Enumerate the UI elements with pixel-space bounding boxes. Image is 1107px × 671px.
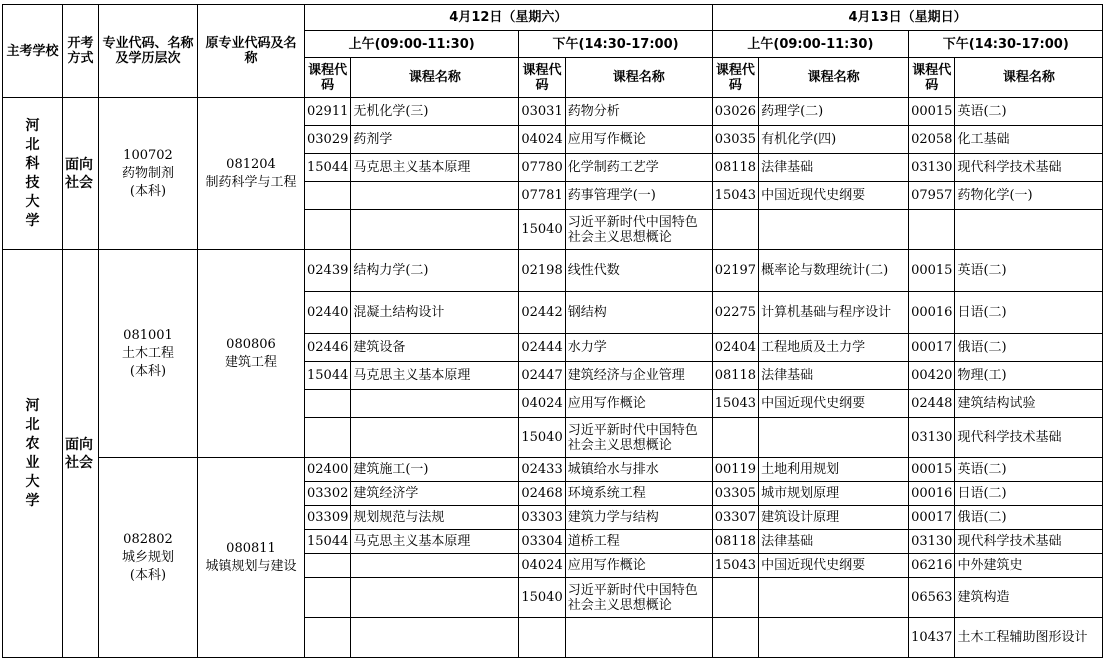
course-name: 习近平新时代中国特色社会主义思想概论	[565, 418, 712, 458]
course-code: 07957	[909, 182, 955, 210]
header-course-name: 课程名称	[351, 58, 519, 98]
major-code: 081001	[123, 327, 173, 343]
major-name: 药物制剂	[121, 165, 174, 181]
course-name	[351, 210, 519, 250]
course-code: 08118	[712, 362, 758, 390]
course-name: 工程地质及土力学	[759, 334, 909, 362]
course-name: 应用写作概论	[565, 554, 712, 578]
course-code	[712, 618, 758, 658]
course-name: 现代科学技术基础	[955, 530, 1103, 554]
course-code: 02433	[519, 458, 565, 482]
course-name: 城市规划原理	[759, 482, 909, 506]
course-code: 02198	[519, 250, 565, 292]
orig-major-orig-name: 制药科学与工程	[205, 174, 297, 190]
course-name	[351, 418, 519, 458]
orig-major-orig-code: 081204	[226, 156, 276, 172]
course-name: 俄语(二)	[955, 334, 1103, 362]
course-code: 00017	[909, 334, 955, 362]
course-code: 00420	[909, 362, 955, 390]
course-name: 建筑施工(一)	[351, 458, 519, 482]
course-code	[305, 182, 351, 210]
course-name: 建筑结构试验	[955, 390, 1103, 418]
course-code: 02439	[305, 250, 351, 292]
course-code: 03302	[305, 482, 351, 506]
course-name: 建筑设计原理	[759, 506, 909, 530]
course-name: 中国近现代史纲要	[759, 182, 909, 210]
header-course-code: 课程代码	[712, 58, 758, 98]
header-day2-morning: 上午(09:00-11:30)	[712, 31, 908, 58]
school-name: 河 北 农 业 大 学	[3, 250, 63, 658]
course-name: 现代科学技术基础	[955, 418, 1103, 458]
header-course-name: 课程名称	[565, 58, 712, 98]
course-name	[759, 618, 909, 658]
course-name	[759, 210, 909, 250]
course-name: 药事管理学(一)	[565, 182, 712, 210]
course-name: 英语(二)	[955, 458, 1103, 482]
course-name: 水力学	[565, 334, 712, 362]
major-name: 土木工程	[121, 345, 174, 361]
exam-schedule-table	[2, 4, 1103, 658]
course-code	[909, 210, 955, 250]
major-name: 城乡规划	[121, 549, 174, 565]
course-name	[351, 390, 519, 418]
course-code: 02446	[305, 334, 351, 362]
header-day1-morning: 上午(09:00-11:30)	[305, 31, 519, 58]
course-code: 03303	[519, 506, 565, 530]
course-name	[351, 182, 519, 210]
course-name: 马克思主义基本原理	[351, 530, 519, 554]
course-code: 03130	[909, 530, 955, 554]
course-name: 钢结构	[565, 292, 712, 334]
header-day2-afternoon: 下午(14:30-17:00)	[909, 31, 1103, 58]
major-level: (本科)	[129, 567, 167, 583]
course-code: 00119	[712, 458, 758, 482]
course-code	[712, 578, 758, 618]
course-code: 00015	[909, 458, 955, 482]
major-code: 082802	[123, 531, 173, 547]
course-name: 马克思主义基本原理	[351, 362, 519, 390]
course-name: 日语(二)	[955, 292, 1103, 334]
major-level: (本科)	[129, 183, 167, 199]
course-code	[305, 390, 351, 418]
course-name: 法律基础	[759, 154, 909, 182]
course-code: 15040	[519, 578, 565, 618]
header-mode: 开考方式	[63, 5, 99, 98]
course-name: 物理(工)	[955, 362, 1103, 390]
course-name: 法律基础	[759, 530, 909, 554]
course-code: 02442	[519, 292, 565, 334]
course-code: 03130	[909, 154, 955, 182]
major-cell	[99, 458, 198, 658]
course-name: 药剂学	[351, 126, 519, 154]
course-name: 英语(二)	[955, 98, 1103, 126]
course-code: 06563	[909, 578, 955, 618]
header-day1-afternoon: 下午(14:30-17:00)	[519, 31, 712, 58]
course-code: 15040	[519, 418, 565, 458]
course-code	[305, 210, 351, 250]
orig-major-orig-code: 080811	[226, 540, 276, 556]
course-code: 02058	[909, 126, 955, 154]
orig-major-orig-name: 建筑工程	[224, 354, 277, 370]
header-course-name: 课程名称	[955, 58, 1103, 98]
course-name: 中国近现代史纲要	[759, 390, 909, 418]
course-code: 00015	[909, 250, 955, 292]
course-code: 02404	[712, 334, 758, 362]
course-name: 俄语(二)	[955, 506, 1103, 530]
course-name: 土地利用规划	[759, 458, 909, 482]
schedule-row	[3, 250, 1103, 292]
course-code: 07780	[519, 154, 565, 182]
course-code: 03029	[305, 126, 351, 154]
course-name: 建筑经济学	[351, 482, 519, 506]
course-name: 规划规范与法规	[351, 506, 519, 530]
course-name: 土木工程辅助图形设计	[955, 618, 1103, 658]
course-name: 习近平新时代中国特色社会主义思想概论	[565, 578, 712, 618]
course-name: 建筑力学与结构	[565, 506, 712, 530]
course-name: 环境系统工程	[565, 482, 712, 506]
course-code	[305, 578, 351, 618]
course-name: 有机化学(四)	[759, 126, 909, 154]
header-day1: 4月12日（星期六）	[305, 5, 713, 31]
course-name: 药物分析	[565, 98, 712, 126]
header-day2: 4月13日（星期日）	[712, 5, 1103, 31]
course-name: 建筑构造	[955, 578, 1103, 618]
course-name	[759, 578, 909, 618]
course-name	[955, 210, 1103, 250]
course-code: 15040	[519, 210, 565, 250]
course-name: 药物化学(一)	[955, 182, 1103, 210]
course-code: 03031	[519, 98, 565, 126]
orig-major-orig-name: 城镇规划与建设	[205, 558, 297, 574]
orig-major-cell	[198, 458, 305, 658]
course-name: 法律基础	[759, 362, 909, 390]
course-code: 03130	[909, 418, 955, 458]
course-name: 日语(二)	[955, 482, 1103, 506]
orig-major-cell	[198, 250, 305, 458]
course-code: 10437	[909, 618, 955, 658]
major-level: (本科)	[129, 363, 167, 379]
course-name	[565, 618, 712, 658]
course-code: 06216	[909, 554, 955, 578]
course-code: 15043	[712, 390, 758, 418]
course-name: 现代科学技术基础	[955, 154, 1103, 182]
course-code: 02444	[519, 334, 565, 362]
header-school: 主考学校	[3, 5, 63, 98]
course-code: 15044	[305, 362, 351, 390]
course-code: 03305	[712, 482, 758, 506]
course-name: 马克思主义基本原理	[351, 154, 519, 182]
course-code: 00017	[909, 506, 955, 530]
course-code: 02911	[305, 98, 351, 126]
course-code	[305, 618, 351, 658]
course-code	[712, 418, 758, 458]
course-name: 习近平新时代中国特色社会主义思想概论	[565, 210, 712, 250]
exam-mode: 面向社会	[63, 250, 99, 658]
course-name: 英语(二)	[955, 250, 1103, 292]
course-name: 混凝土结构设计	[351, 292, 519, 334]
course-code: 02197	[712, 250, 758, 292]
exam-mode: 面向社会	[63, 98, 99, 250]
course-code: 00016	[909, 292, 955, 334]
schedule-row	[3, 98, 1103, 126]
orig-major-cell	[198, 98, 305, 250]
course-name: 道桥工程	[565, 530, 712, 554]
course-code: 02400	[305, 458, 351, 482]
course-code	[519, 618, 565, 658]
header-course-code: 课程代码	[305, 58, 351, 98]
course-name: 结构力学(二)	[351, 250, 519, 292]
course-name: 城镇给水与排水	[565, 458, 712, 482]
course-name: 应用写作概论	[565, 126, 712, 154]
course-code: 03035	[712, 126, 758, 154]
major-code: 100702	[123, 147, 173, 163]
course-name: 中国近现代史纲要	[759, 554, 909, 578]
course-code: 15043	[712, 554, 758, 578]
course-name: 应用写作概论	[565, 390, 712, 418]
schedule-row	[3, 458, 1103, 482]
header-course-name: 课程名称	[759, 58, 909, 98]
course-code: 08118	[712, 154, 758, 182]
orig-major-orig-code: 080806	[226, 336, 276, 352]
header-row-1	[3, 5, 1103, 31]
course-code: 03026	[712, 98, 758, 126]
header-course-code: 课程代码	[519, 58, 565, 98]
course-code: 03304	[519, 530, 565, 554]
header-course-code: 课程代码	[909, 58, 955, 98]
course-name: 中外建筑史	[955, 554, 1103, 578]
course-name	[351, 554, 519, 578]
header-major: 专业代码、名称及学历层次	[99, 5, 198, 98]
course-name: 建筑经济与企业管理	[565, 362, 712, 390]
course-code	[712, 210, 758, 250]
course-name: 无机化学(三)	[351, 98, 519, 126]
course-code: 00016	[909, 482, 955, 506]
course-code	[305, 554, 351, 578]
course-code: 02448	[909, 390, 955, 418]
major-cell	[99, 98, 198, 250]
course-name: 建筑设备	[351, 334, 519, 362]
major-cell	[99, 250, 198, 458]
course-name	[351, 578, 519, 618]
course-name: 药理学(二)	[759, 98, 909, 126]
course-code: 02468	[519, 482, 565, 506]
course-code: 15044	[305, 530, 351, 554]
course-code	[305, 418, 351, 458]
course-name	[351, 618, 519, 658]
course-name: 化学制药工艺学	[565, 154, 712, 182]
course-code: 00015	[909, 98, 955, 126]
header-orig-major: 原专业代码及名称	[198, 5, 305, 98]
course-name: 概率论与数理统计(二)	[759, 250, 909, 292]
course-code: 04024	[519, 126, 565, 154]
course-code: 02447	[519, 362, 565, 390]
course-code: 15043	[712, 182, 758, 210]
school-name: 河 北 科 技 大 学	[3, 98, 63, 250]
course-code: 15044	[305, 154, 351, 182]
course-name: 线性代数	[565, 250, 712, 292]
course-code: 07781	[519, 182, 565, 210]
course-code: 08118	[712, 530, 758, 554]
course-code: 02275	[712, 292, 758, 334]
course-code: 03307	[712, 506, 758, 530]
course-code: 03309	[305, 506, 351, 530]
course-code: 04024	[519, 390, 565, 418]
course-code: 02440	[305, 292, 351, 334]
course-code: 04024	[519, 554, 565, 578]
course-name: 化工基础	[955, 126, 1103, 154]
course-name	[759, 418, 909, 458]
course-name: 计算机基础与程序设计	[759, 292, 909, 334]
